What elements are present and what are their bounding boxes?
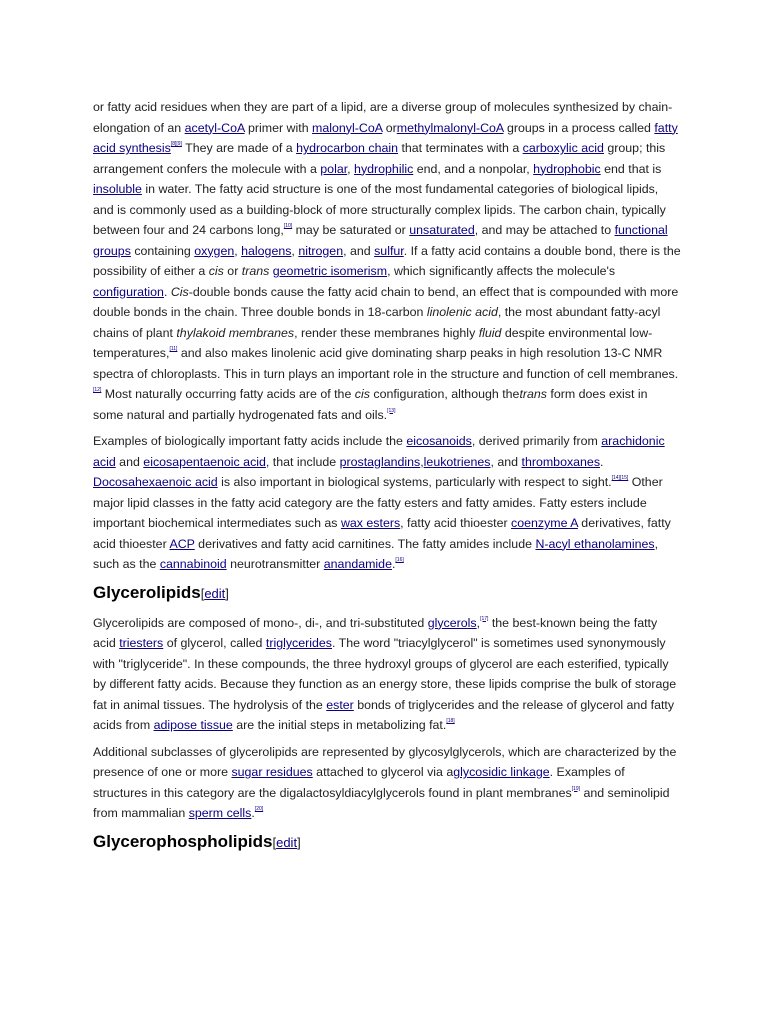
- citation-ref: [387, 408, 395, 414]
- edit-bracket-close: ]: [225, 585, 229, 601]
- edit-bracket-open: [: [272, 834, 277, 850]
- inline-link[interactable]: eicosapentaenoic acid: [143, 454, 266, 469]
- inline-link[interactable]: coenzyme A: [511, 516, 578, 530]
- citation-link[interactable]: [12]: [93, 387, 102, 393]
- text-run: .: [251, 806, 255, 820]
- text-run: of glycerol, called: [163, 636, 266, 650]
- text-run: . Examples of structures in this category are the digalactosyldiacylglycerols found in plant membranes: [93, 765, 625, 800]
- italic-term: trans: [519, 387, 547, 401]
- inline-link[interactable]: glycerols: [427, 615, 477, 630]
- text-run: Glycerolipids are composed of mono-, di-, and tri-substituted: [93, 615, 428, 630]
- text-run: group; this arrangement confers the molecule with a: [93, 141, 666, 176]
- text-run: , fatty acid thioester: [400, 516, 512, 530]
- inline-link[interactable]: sulfur: [374, 243, 404, 258]
- inline-link[interactable]: configuration: [93, 284, 164, 299]
- edit-section-link: [272, 835, 300, 850]
- citation-link[interactable]: [8][9]: [170, 141, 182, 147]
- text-run: end, and a nonpolar,: [413, 161, 534, 176]
- text-run: ,: [347, 161, 355, 176]
- text-run: , such as the: [93, 536, 659, 571]
- citation-link[interactable]: [18]: [446, 718, 455, 724]
- text-run: and: [115, 454, 144, 469]
- citation-ref: [255, 806, 263, 812]
- inline-link[interactable]: sperm cells: [188, 806, 252, 820]
- italic-term: fluid: [478, 325, 502, 340]
- citation-link[interactable]: [19]: [571, 785, 580, 792]
- italic-term: linolenic acid: [426, 305, 498, 319]
- text-run: are the initial steps in metabolizing fat.: [232, 718, 447, 732]
- text-run: neurotransmitter: [226, 557, 324, 571]
- fatty-acid-examples-paragraph: [93, 431, 681, 575]
- citation-link[interactable]: [20]: [254, 806, 264, 812]
- text-run: derivatives, fatty acid thioester: [93, 516, 671, 551]
- text-run: form does exist in some natural and partially hydrogenated fats and oils.: [93, 387, 648, 422]
- text-run: or fatty acid residues when they are part of a lipid, are a diverse group of molecules synthesized by chain-elongation of an: [93, 100, 673, 135]
- text-run: groups in a process called: [503, 120, 655, 135]
- italic-term: cis: [208, 264, 224, 278]
- citation-ref: [284, 223, 292, 229]
- edit-link[interactable]: edit: [276, 834, 298, 850]
- text-run: .: [391, 557, 396, 571]
- section-heading-glycerolipids: [93, 581, 681, 606]
- edit-bracket-close: ]: [297, 834, 301, 850]
- inline-link[interactable]: thromboxanes: [521, 454, 601, 469]
- edit-link[interactable]: edit: [204, 585, 226, 601]
- inline-link[interactable]: triglycerides: [265, 636, 332, 650]
- text-run: .: [600, 454, 604, 469]
- text-run: ,: [291, 243, 299, 258]
- text-run: Other major lipid classes in the fatty acid category are the fatty esters and fatty amides. Fatty esters include important biochemical intermediates such as: [93, 475, 663, 530]
- inline-link[interactable]: cannabinoid: [159, 557, 227, 571]
- text-run: -double bonds cause the fatty acid chain to bend, an effect that is compounded with more double bonds in the chain. Three double bonds in 18-carbon: [93, 284, 679, 319]
- text-run: and seminolipid from mammalian: [93, 785, 670, 820]
- citation-ref: [171, 141, 182, 147]
- text-run: ,: [476, 615, 481, 630]
- inline-link[interactable]: prostaglandins: [339, 454, 421, 469]
- text-run: , which significantly affects the molecule's: [387, 264, 616, 278]
- section-heading-glycerophospholipids: [93, 830, 681, 855]
- inline-link[interactable]: oxygen: [194, 243, 235, 258]
- text-run: , and: [490, 454, 522, 469]
- text-run: the best-known being the fatty acid: [93, 615, 658, 650]
- text-run: in water. The fatty acid structure is one of the most fundamental categories of biological lipids, and is commonly used as a building-block of more structurally complex lipids. The carbon chain, typically between four and 24 carbons long,: [93, 182, 666, 237]
- glycerolipids-paragraph: [93, 613, 681, 736]
- text-run: ,: [420, 454, 424, 469]
- inline-link[interactable]: anandamide: [323, 557, 392, 571]
- text-run: They are made of a: [181, 141, 297, 155]
- article-body: [93, 97, 681, 862]
- text-run: containing: [130, 243, 195, 258]
- text-run: or: [223, 264, 242, 278]
- text-run: is also important in biological systems, particularly with respect to sight.: [217, 475, 612, 489]
- inline-link[interactable]: functional groups: [93, 223, 668, 258]
- text-run: that terminates with a: [398, 141, 523, 155]
- text-run: Most naturally occurring fatty acids are of the: [101, 387, 355, 401]
- citation-link[interactable]: [11]: [169, 346, 178, 352]
- inline-link[interactable]: N-acyl ethanolamines: [535, 536, 655, 551]
- inline-link[interactable]: triesters: [119, 636, 164, 650]
- text-run: end that is: [600, 161, 662, 176]
- text-run: attached to glycerol via a: [312, 765, 454, 779]
- inline-link[interactable]: hydrophobic: [533, 161, 601, 176]
- text-run: Additional subclasses of glycerolipids are represented by glycosylglycerols, which are characterized by the presence of one or more: [93, 744, 677, 779]
- italic-term: thylakoid membranes: [176, 325, 295, 340]
- text-run: may be saturated or: [292, 223, 410, 237]
- italic-term: cis: [354, 387, 370, 401]
- citation-link[interactable]: [10]: [283, 223, 293, 229]
- text-run: and also makes linolenic acid give dominating sharp peaks in high resolution 13-C NMR spectra of chloroplasts. This in turn plays an important role in the structure and function of cell membranes.: [93, 346, 679, 381]
- text-run: Examples of biologically important fatty acids include the: [93, 434, 407, 448]
- inline-link[interactable]: malonyl-CoA: [312, 120, 383, 135]
- text-run: or: [382, 120, 397, 135]
- inline-link[interactable]: eicosanoids: [406, 434, 472, 448]
- inline-link[interactable]: hydrocarbon chain: [296, 141, 399, 155]
- section-title: Glycerolipids: [93, 582, 201, 602]
- text-run: primer with: [244, 120, 313, 135]
- inline-link[interactable]: wax esters: [340, 516, 401, 530]
- fatty-acids-paragraph: [93, 97, 681, 425]
- text-run: , the most abundant fatty-acyl chains of plant: [93, 305, 661, 340]
- inline-link[interactable]: ester: [326, 697, 354, 712]
- citation-ref: [572, 786, 580, 792]
- inline-link[interactable]: halogens: [241, 243, 292, 258]
- citation-ref: [612, 475, 629, 481]
- citation-link[interactable]: [17]: [480, 615, 489, 622]
- inline-link[interactable]: geometric isomerism: [272, 264, 388, 278]
- text-run: ,: [234, 243, 242, 258]
- text-run: , render these membranes highly: [294, 325, 479, 340]
- italic-term: Cis: [170, 284, 189, 299]
- inline-link[interactable]: unsaturated: [409, 223, 475, 237]
- text-run: , derived primarily from: [471, 434, 602, 448]
- text-run: , that include: [265, 454, 340, 469]
- inline-link[interactable]: polar: [320, 161, 348, 176]
- text-run: derivatives and fatty acid carnitines. The fatty amides include: [194, 536, 536, 551]
- text-run: configuration, although the: [369, 387, 520, 401]
- text-run: .: [163, 284, 171, 299]
- glycosylglycerols-paragraph: [93, 742, 681, 824]
- inline-link[interactable]: glycosidic linkage: [453, 765, 550, 779]
- citation-link[interactable]: [16]: [395, 557, 404, 563]
- citation-link[interactable]: [14][15]: [611, 475, 629, 481]
- citation-ref: [446, 718, 454, 724]
- inline-link[interactable]: fatty acid synthesis: [93, 120, 678, 155]
- inline-link[interactable]: insoluble: [93, 182, 142, 196]
- inline-link[interactable]: sugar residues: [231, 765, 313, 779]
- text-run: . If a fatty acid contains a double bond, there is the possibility of either a: [93, 243, 681, 278]
- citation-ref: [395, 557, 403, 563]
- inline-link[interactable]: carboxylic acid: [522, 141, 604, 155]
- text-run: bonds of triglycerides and the release of glycerol and fatty acids from: [93, 697, 675, 732]
- text-run: , and may be attached to: [474, 223, 615, 237]
- inline-link[interactable]: leukotrienes: [423, 454, 491, 469]
- inline-link[interactable]: acetyl-CoA: [184, 120, 245, 135]
- inline-link[interactable]: hydrophilic: [354, 161, 414, 176]
- text-run: . The word "triacylglycerol" is sometimes used synonymously with "triglyceride". In these compounds, the three hydroxyl groups of glycerol are each esterified, typically by different fatty acids. Because they function as an energy store, these lipids comprise the bulk of storage fat in animal tissues. The hydrolysis of the: [93, 636, 677, 712]
- inline-link[interactable]: ACP: [169, 536, 195, 551]
- italic-term: trans: [241, 264, 270, 278]
- citation-link[interactable]: [13]: [387, 407, 396, 414]
- inline-link[interactable]: arachidonic acid: [93, 434, 665, 469]
- text-run: despite environmental low-temperatures,: [93, 325, 653, 360]
- edit-section-link: [201, 586, 229, 601]
- section-title: Glycerophospholipids: [93, 831, 273, 851]
- inline-link[interactable]: methylmalonyl-CoA: [396, 120, 504, 135]
- text-run: , and: [343, 243, 375, 258]
- inline-link[interactable]: adipose tissue: [153, 718, 233, 732]
- edit-bracket-open: [: [200, 585, 205, 601]
- inline-link[interactable]: Docosahexaenoic acid: [93, 475, 218, 489]
- inline-link[interactable]: nitrogen: [298, 243, 344, 258]
